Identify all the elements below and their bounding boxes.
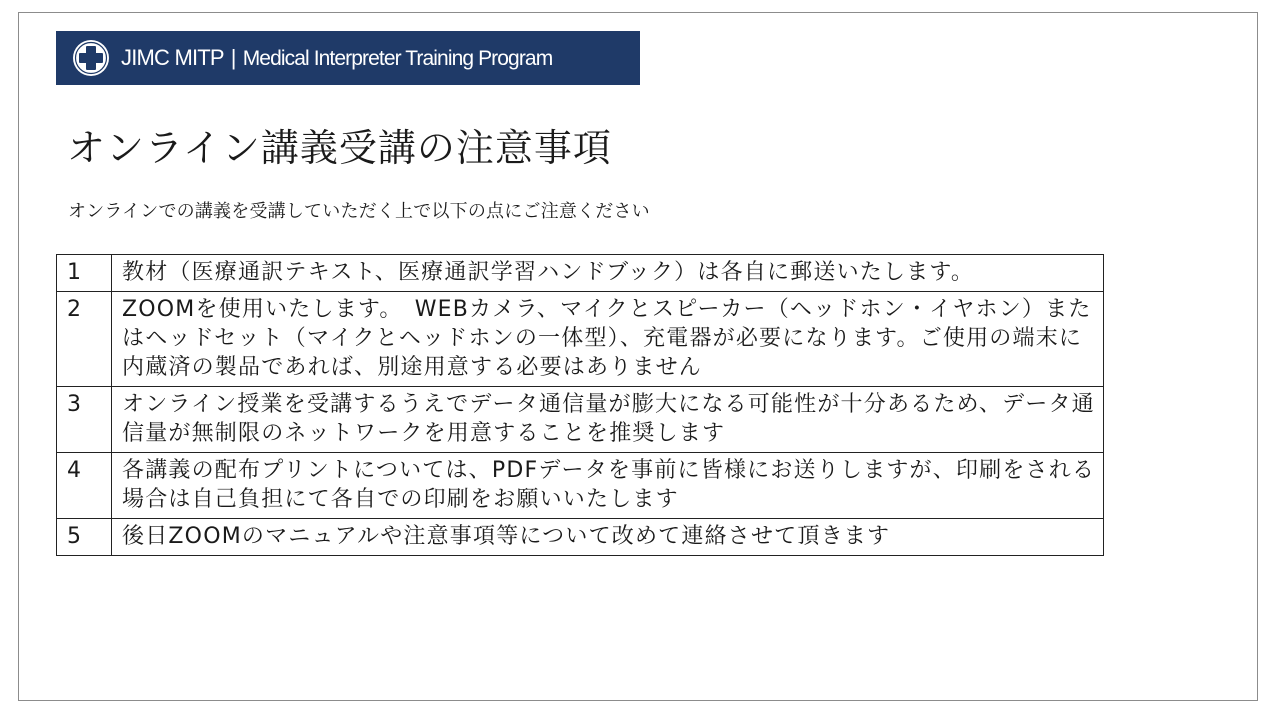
row-number: 4 <box>57 453 112 519</box>
cross-in-circle-icon <box>71 38 111 78</box>
page-title: オンライン講義受講の注意事項 <box>67 126 612 170</box>
row-number: 3 <box>57 387 112 453</box>
page-subtitle: オンラインでの講義を受講していただく上で以下の点にご注意ください <box>68 201 650 222</box>
table-row <box>57 292 1104 387</box>
row-number: 2 <box>57 292 112 387</box>
header-title <box>121 45 552 71</box>
row-text: オンライン授業を受講するうえでデータ通信量が膨大になる可能性が十分あるため、データ通信量が無制限のネットワークを用意することを推奨します <box>112 387 1104 453</box>
row-number: 5 <box>57 519 112 556</box>
row-text: 各講義の配布プリントについては、PDFデータを事前に皆様にお送りしますが、印刷をされる場合は自己負担にて各自での印刷をお願いいたします <box>112 453 1104 519</box>
program-name: Medical Interpreter Training Program <box>242 47 553 70</box>
header-banner <box>56 31 640 85</box>
table-row <box>57 453 1104 519</box>
table-row <box>57 519 1104 556</box>
row-number: 1 <box>57 255 112 292</box>
table-row <box>57 255 1104 292</box>
table-row <box>57 387 1104 453</box>
header-separator: | <box>230 45 236 70</box>
row-text: 後日ZOOMのマニュアルや注意事項等について改めて連絡させて頂きます <box>112 519 1104 556</box>
slide <box>18 12 1258 701</box>
brand-name: JIMC MITP <box>121 45 224 70</box>
row-text: ZOOMを使用いたします。 WEBカメラ、マイクとスピーカー（ヘッドホン・イヤホン）またはヘッドセット（マイクとヘッドホンの一体型）、充電器が必要になります。ご使用の端末に内蔵済の製品であれば、別途用意する必要はありません <box>112 292 1104 387</box>
row-text: 教材（医療通訳テキスト、医療通訳学習ハンドブック）は各自に郵送いたします。 <box>112 255 1104 292</box>
notes-table <box>56 254 1104 556</box>
